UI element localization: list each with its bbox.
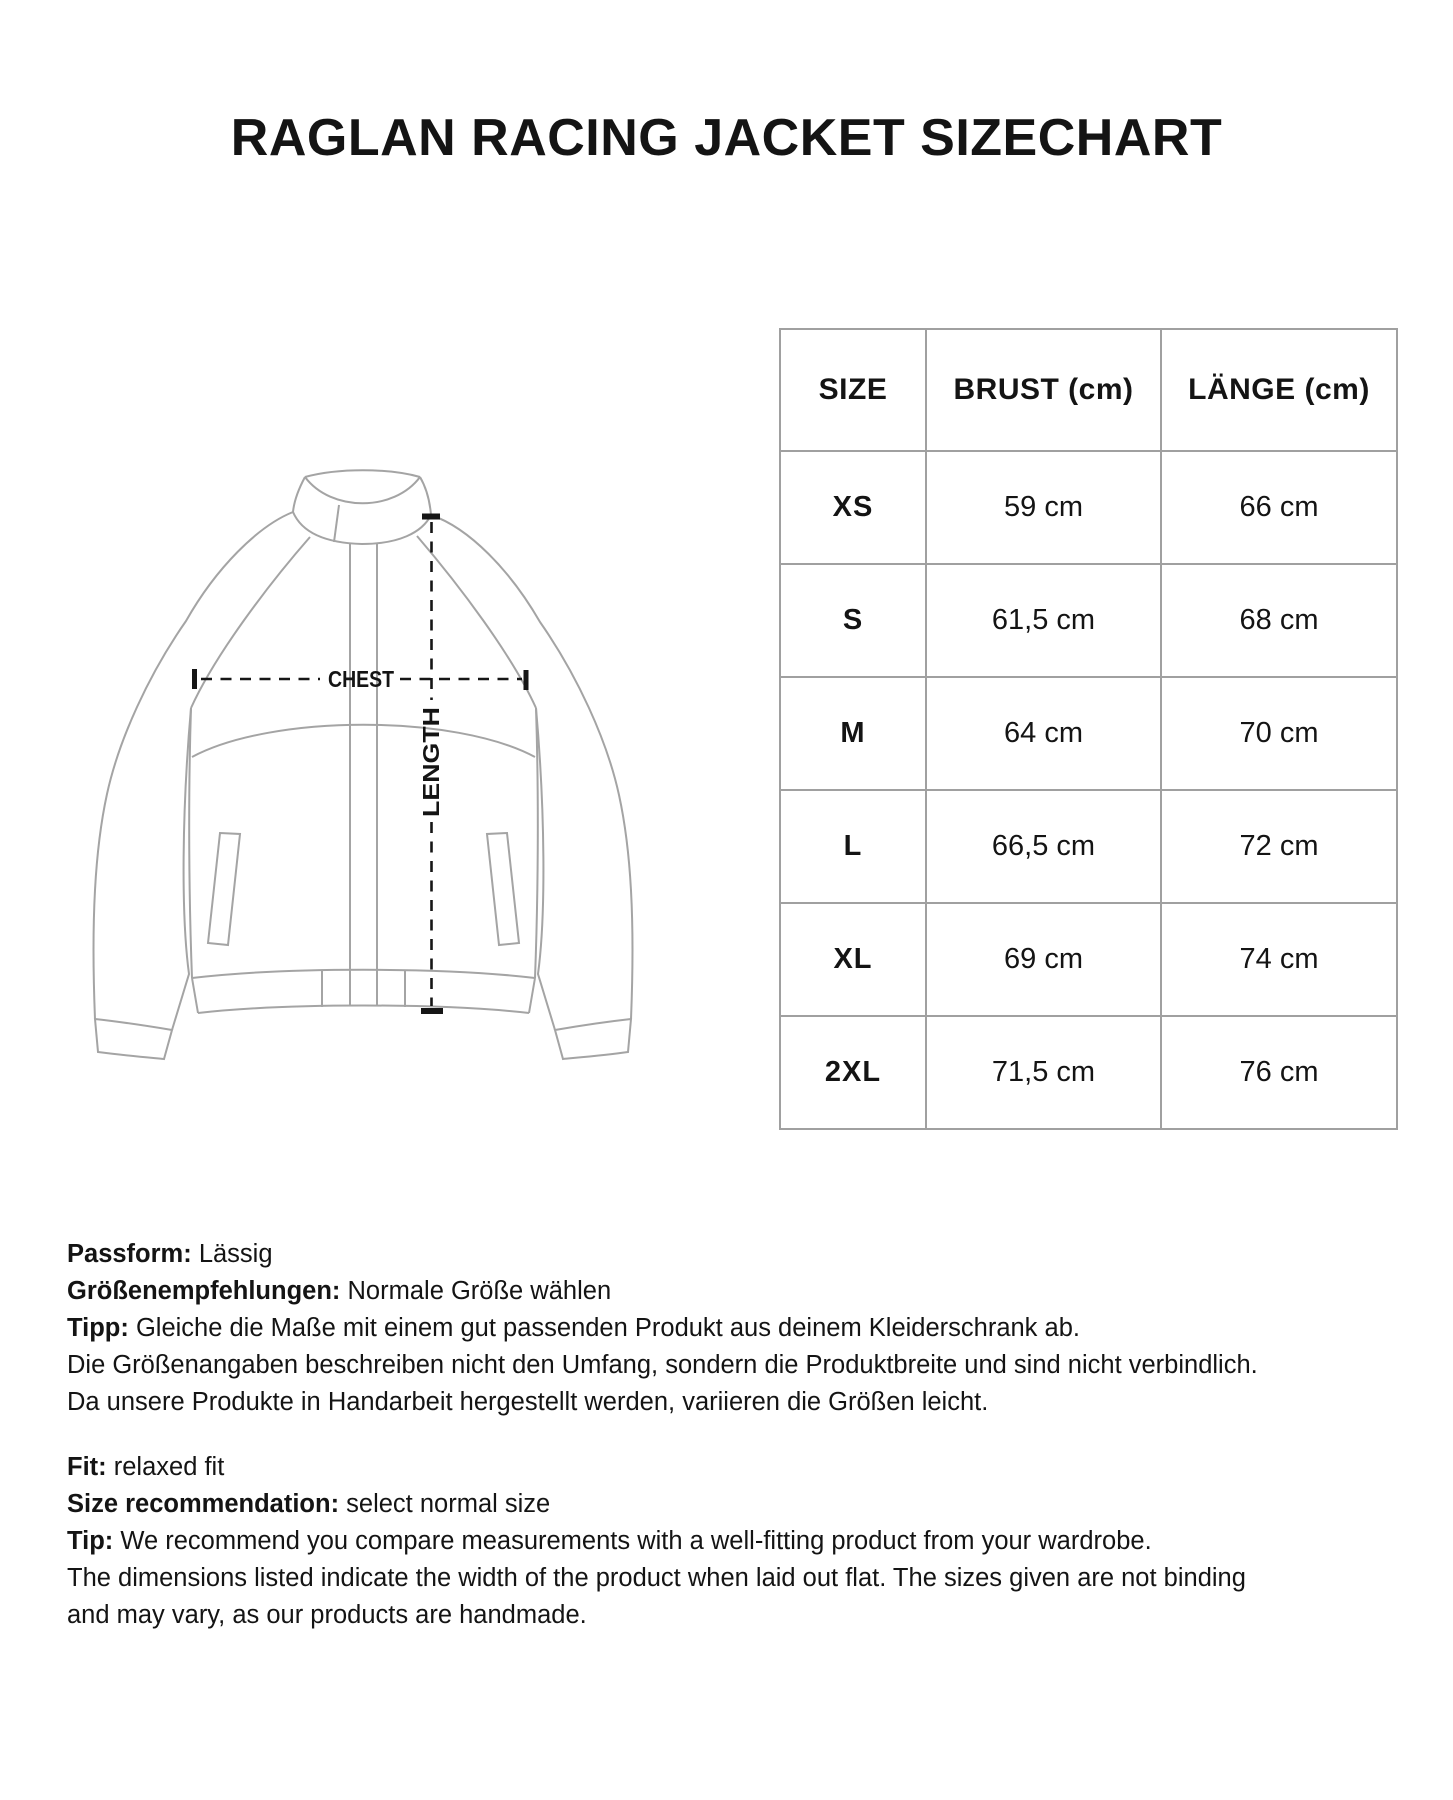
tipp-value: Gleiche die Maße mit einem gut passenden Produkt aus deinem Kleiderschrank ab.: [135, 1314, 1080, 1342]
brust-cell: 71,5 cm: [926, 1016, 1161, 1129]
chest-label: CHEST: [328, 666, 394, 692]
size-recommendation-label: Size recommendation:: [67, 1490, 340, 1518]
size-cell: XL: [780, 903, 926, 1016]
table-header-row: [780, 329, 1397, 451]
jacket-sleeves: [94, 512, 633, 1059]
groessenempfehlung-value: Normale Größe wählen: [347, 1277, 612, 1305]
laenge-cell: 74 cm: [1161, 903, 1397, 1016]
size-cell: 2XL: [780, 1016, 926, 1129]
de-note-line-1: Die Größenangaben beschreiben nicht den Umfang, sondern die Produktbreite und sind nicht verbindlich.: [67, 1351, 1258, 1379]
tip-line: [67, 1523, 1246, 1560]
info-english: [67, 1449, 1246, 1634]
fit-label: Fit:: [67, 1453, 107, 1481]
jacket-outline: [94, 470, 633, 1059]
tip-label: Tip:: [67, 1527, 114, 1555]
laenge-cell: 70 cm: [1161, 677, 1397, 790]
table-row: [780, 451, 1397, 564]
jacket-collar: [293, 470, 431, 544]
laenge-cell: 68 cm: [1161, 564, 1397, 677]
fit-value: relaxed fit: [113, 1453, 225, 1481]
header-brust: BRUST (cm): [926, 329, 1161, 451]
size-cell: M: [780, 677, 926, 790]
size-chart-table: [779, 328, 1398, 1130]
brust-cell: 64 cm: [926, 677, 1161, 790]
tipp-line: [67, 1310, 1258, 1347]
tip-value: We recommend you compare measurements with a well-fitting product from your wardrobe.: [120, 1527, 1152, 1555]
table-row: [780, 564, 1397, 677]
size-recommendation-value: select normal size: [346, 1490, 551, 1518]
table-row: [780, 677, 1397, 790]
jacket-body: [189, 708, 538, 1013]
brust-cell: 69 cm: [926, 903, 1161, 1016]
fit-line: [67, 1449, 1246, 1486]
groessenempfehlung-line: [67, 1273, 1258, 1310]
laenge-cell: 72 cm: [1161, 790, 1397, 903]
measurement-labels: [328, 666, 444, 817]
size-cell: S: [780, 564, 926, 677]
jacket-pocket-right: [487, 833, 519, 945]
table-row: [780, 1016, 1397, 1129]
header-size: SIZE: [780, 329, 926, 451]
size-cell: L: [780, 790, 926, 903]
laenge-cell: 66 cm: [1161, 451, 1397, 564]
passform-line: [67, 1236, 1258, 1273]
header-laenge: LÄNGE (cm): [1161, 329, 1397, 451]
en-note-line-1: The dimensions listed indicate the width of the product when laid out flat. The sizes given are not binding: [67, 1564, 1246, 1592]
table-row: [780, 903, 1397, 1016]
de-note-line-2: Da unsere Produkte in Handarbeit hergestellt werden, variieren die Größen leicht.: [67, 1388, 989, 1416]
measurement-lines: [195, 517, 527, 1012]
size-cell: XS: [780, 451, 926, 564]
table-row: [780, 790, 1397, 903]
jacket-cuff-right: [555, 1019, 631, 1059]
passform-value: Lässig: [198, 1240, 273, 1268]
groessenempfehlung-label: Größenempfehlungen:: [67, 1277, 341, 1305]
passform-label: Passform:: [67, 1240, 192, 1268]
jacket-zip-placket: [350, 544, 377, 969]
length-label: LENGTH: [418, 722, 444, 817]
laenge-cell: 76 cm: [1161, 1016, 1397, 1129]
jacket-pocket-left: [208, 833, 240, 945]
jacket-cuff-left: [95, 1019, 172, 1059]
info-german: [67, 1236, 1258, 1421]
tipp-label: Tipp:: [67, 1314, 129, 1342]
page-title: RAGLAN RACING JACKET SIZECHART: [230, 109, 1223, 167]
en-note-line-2: and may vary, as our products are handmade.: [67, 1601, 587, 1629]
brust-cell: 66,5 cm: [926, 790, 1161, 903]
brust-cell: 59 cm: [926, 451, 1161, 564]
size-recommendation-line: [67, 1486, 1246, 1523]
brust-cell: 61,5 cm: [926, 564, 1161, 677]
